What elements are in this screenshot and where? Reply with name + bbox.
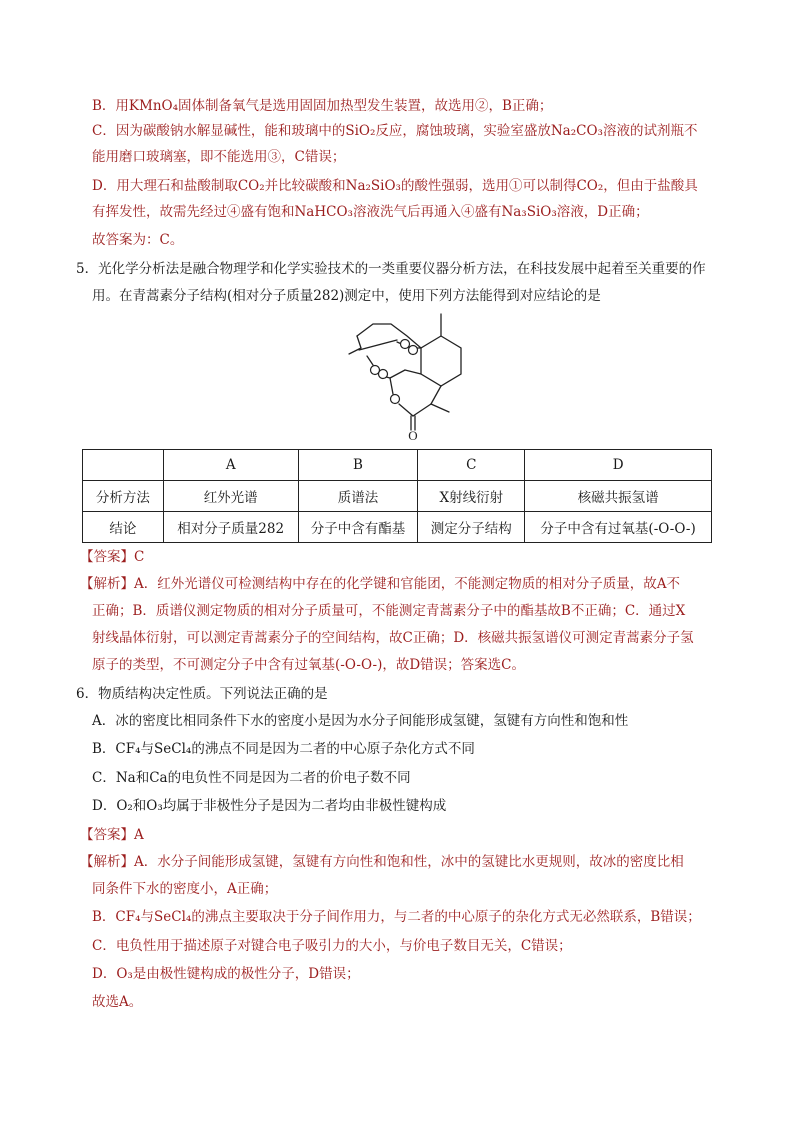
lactone-bond-3 bbox=[431, 386, 441, 404]
q6-answer: 【答案】A bbox=[80, 827, 144, 843]
q4-option-d-explanation-line1: D．用大理石和盐酸制取CO₂并比较碳酸和Na₂SiO₃的酸性强弱，选用①可以制得CO₂，但由于盐酸具 bbox=[92, 178, 698, 194]
q4-option-d-explanation-line2: 有挥发性，故需先经过④盛有饱和NaHCO₃溶液洗气后再通入④盛有Na₃SiO₃溶液，D正确； bbox=[92, 204, 649, 220]
q4-option-c-explanation-line2: 能用磨口玻璃塞，即不能选用③，C错误； bbox=[92, 149, 346, 165]
q6-explanation-line2: 同条件下水的密度小，A正确； bbox=[92, 881, 278, 897]
table-cell bbox=[83, 450, 164, 481]
table-cell: X射线衍射 bbox=[418, 481, 525, 512]
peroxide-o-1 bbox=[401, 340, 410, 349]
q6-option-a: A．冰的密度比相同条件下水的密度小是因为水分子间能形成氢键，氢键有方向性和饱和性 bbox=[92, 713, 629, 729]
carbonyl-o-label: O bbox=[408, 428, 418, 443]
table-header-row bbox=[83, 450, 712, 481]
q5-explanation-line4: 原子的类型，不可测定分子中含有过氧基(-O-O-)，故D错误；答案选C。 bbox=[92, 657, 525, 673]
lactone-bond-2 bbox=[413, 404, 431, 416]
table-row bbox=[83, 512, 712, 543]
cyclohexane-ring bbox=[421, 336, 461, 386]
table-cell: 分子中含有过氧基(-O-O-) bbox=[525, 512, 712, 543]
lactone-bond-1 bbox=[399, 404, 413, 416]
table-cell: D bbox=[525, 450, 712, 481]
table-cell: 结论 bbox=[83, 512, 164, 543]
q6-final-answer: 故选A。 bbox=[92, 994, 143, 1010]
q4-final-answer: 故答案为：C。 bbox=[92, 232, 184, 248]
table-cell: 分子中含有酯基 bbox=[298, 512, 418, 543]
table-cell: C bbox=[418, 450, 525, 481]
ring-o-bond-1 bbox=[367, 356, 373, 365]
q6-explanation-line1: 【解析】A．水分子间能形成氢键，氢键有方向性和饱和性，冰中的氢键比水更规则，故冰的密度比相 bbox=[80, 854, 684, 870]
artemisinin-structure-diagram bbox=[335, 312, 470, 444]
q4-option-c-explanation-line1: C．因为碳酸钠水解显碱性，能和玻璃中的SiO₂反应，腐蚀玻璃，实验室盛放Na₂CO₃溶液的试剂瓶不 bbox=[92, 123, 698, 139]
q5-stem-line1: 5．光化学分析法是融合物理学和化学实验技术的一类重要仪器分析方法，在科技发展中起着至关重要的作 bbox=[76, 261, 706, 277]
table-cell: 核磁共振氢谱 bbox=[525, 481, 712, 512]
ring-o-2 bbox=[379, 370, 388, 379]
q5-stem-line2: 用。在青蒿素分子结构(相对分子质量282)测定中，使用下列方法能得到对应结论的是 bbox=[92, 288, 601, 304]
q6-option-d: D．O₂和O₃均属于非极性分子是因为二者均由非极性键构成 bbox=[92, 798, 447, 814]
peroxide-o-2 bbox=[409, 346, 418, 355]
q5-answer: 【答案】C bbox=[80, 549, 145, 565]
q6-option-b: B．CF₄与SeCl₄的沸点不同是因为二者的中心原子杂化方式不同 bbox=[92, 741, 475, 757]
table-row bbox=[83, 481, 712, 512]
acetal-ring-bond bbox=[405, 370, 421, 374]
acetal-bond bbox=[390, 370, 405, 378]
table-cell: 红外光谱 bbox=[163, 481, 298, 512]
q6-stem: 6．物质结构决定性质。下列说法正确的是 bbox=[76, 686, 328, 702]
q6-explanation-line5: D．O₃是由极性键构成的极性分子，D错误； bbox=[92, 966, 360, 982]
q6-explanation-line3: B．CF₄与SeCl₄的沸点主要取决于分子间作用力，与二者的中心原子的杂化方式无必然联系，B错误； bbox=[92, 909, 701, 925]
table-cell: 测定分子结构 bbox=[418, 512, 525, 543]
peroxide-bridge bbox=[359, 340, 397, 350]
q5-explanation-line1: 【解析】A．红外光谱仪可检测结构中存在的化学键和官能团，不能测定物质的相对分子质量，故A不 bbox=[80, 576, 680, 592]
bridge-bond bbox=[357, 336, 361, 348]
table-cell: A bbox=[163, 450, 298, 481]
table-cell: 相对分子质量282 bbox=[163, 512, 298, 543]
seven-ring-top bbox=[357, 324, 421, 348]
ester-o-bond bbox=[390, 378, 393, 394]
q5-explanation-line2: 正确；B．质谱仪测定物质的相对分子质量可，不能测定青蒿素分子中的酯基故B不正确；C．通过X bbox=[92, 603, 686, 619]
q4-option-b-explanation: B．用KMnO₄固体制备氧气是选用固固加热型发生装置，故选用②，B正确； bbox=[92, 98, 553, 114]
table-cell: 质谱法 bbox=[298, 481, 418, 512]
table-cell: B bbox=[298, 450, 418, 481]
q6-explanation-line4: C．电负性用于描述原子对键合电子吸引力的大小，与价电子数目无关，C错误； bbox=[92, 938, 572, 954]
q5-explanation-line3: 射线晶体衍射，可以测定青蒿素分子的空间结构，故C正确；D．核磁共振氢谱仪可测定青蒿素分子氢 bbox=[92, 630, 694, 646]
table-cell: 分析方法 bbox=[83, 481, 164, 512]
q6-option-c: C．Na和Ca的电负性不同是因为二者的价电子数不同 bbox=[92, 770, 411, 786]
methyl-left-bond bbox=[349, 348, 361, 354]
q5-options-table bbox=[82, 449, 712, 543]
methyl-lactone-bond bbox=[431, 404, 449, 412]
ester-o bbox=[391, 395, 400, 404]
